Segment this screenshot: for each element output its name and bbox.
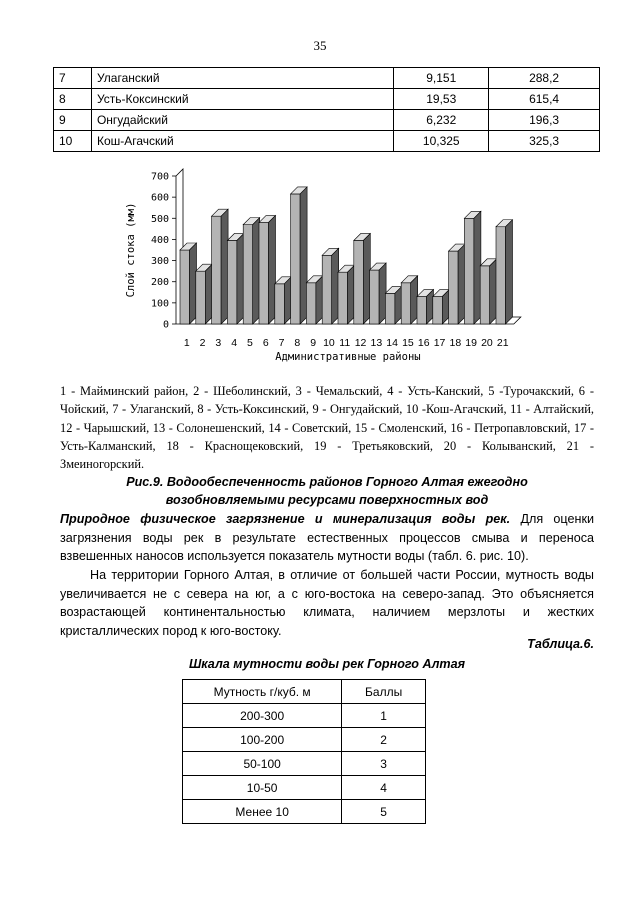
paragraph-turbidity-trend: На территории Горного Алтая, в отличие от большей части России, мутность воды увеличивается не с севера на юг, а с юго-востока на северо-запад. Это объясняется возрастающей континентальностью климата, наличием мерзлоты и жестких кристаллических пород к юго-востоку. xyxy=(60,568,594,638)
x-tick-label: 5 xyxy=(247,337,253,349)
y-axis-label: Слой стока (мм) xyxy=(125,202,137,298)
value-2: 325,3 xyxy=(489,131,600,152)
page-number: 35 xyxy=(313,38,327,53)
turbidity-range: 200-300 xyxy=(183,704,342,728)
x-tick-label: 4 xyxy=(231,337,238,349)
section-heading: Природное физическое загрязнение и минерализация воды рек. xyxy=(60,512,511,526)
figure-legend-list: 1 - Майминский район, 2 - Шеболинский, 3 - Чемальский, 4 - Усть-Канский, 5 -Турочакский, 6 - Чойский, 7 - Улаганский, 8 - Усть-Коксинский, 9 - Онгудайский, 10 -Кош-Агачский, 11 - Алтайский, 12 - Чарышский, 13 - Солонешенский, 14 - Советский, 15 - Смоленский, 16 - Петропавловский, 17 - Усть-Калманский, 18 - Краснощековский, 19 - Третьяковский, 20 - Колыванский, 21 - Змеиногорский. xyxy=(60,384,594,472)
district-name: Улаганский xyxy=(91,68,393,89)
x-tick-label: 17 xyxy=(433,337,446,349)
bar-front xyxy=(433,297,443,324)
x-tick-label: 9 xyxy=(310,337,317,349)
bar-front xyxy=(496,227,506,324)
bar-side xyxy=(190,243,197,324)
bar-side xyxy=(284,277,291,324)
value-2: 288,2 xyxy=(489,68,600,89)
bar-front xyxy=(480,266,490,324)
y-tick-label: 0 xyxy=(162,319,169,331)
turbidity-range: 50-100 xyxy=(183,752,342,776)
x-tick-label: 12 xyxy=(354,337,367,349)
score: 1 xyxy=(342,704,426,728)
bar-front xyxy=(275,284,285,324)
x-tick-label: 15 xyxy=(402,337,414,349)
row-number: 10 xyxy=(54,131,92,152)
table-row xyxy=(54,110,600,131)
bar-side xyxy=(395,286,402,324)
table-title: Шкала мутности воды рек Горного Алтая xyxy=(188,657,466,671)
table-row xyxy=(183,704,426,728)
value-1: 6,232 xyxy=(394,110,489,131)
bar-side xyxy=(253,218,260,324)
bar-front xyxy=(385,293,395,324)
bar-front xyxy=(291,194,301,324)
bar-side xyxy=(300,187,307,324)
score: 5 xyxy=(342,800,426,824)
district-name: Онгудайский xyxy=(91,110,393,131)
x-tick-label: 19 xyxy=(465,337,477,349)
bar-side xyxy=(348,265,355,324)
turbidity-range: 10-50 xyxy=(183,776,342,800)
y-tick-label: 100 xyxy=(150,298,169,310)
bar-front xyxy=(354,240,364,324)
bar-front xyxy=(322,255,332,324)
district-name: Усть-Коксинский xyxy=(91,89,393,110)
bar-front xyxy=(243,225,253,324)
bar-front xyxy=(227,240,237,324)
x-tick-label: 21 xyxy=(496,337,509,349)
bar-front xyxy=(370,270,380,324)
table-row xyxy=(183,776,426,800)
y-tick-label: 200 xyxy=(150,277,169,289)
x-tick-label: 10 xyxy=(323,337,335,349)
x-tick-label: 1 xyxy=(183,337,190,349)
table-row xyxy=(183,800,426,824)
row-number: 7 xyxy=(54,68,92,89)
districts-table xyxy=(53,67,600,152)
table-row xyxy=(54,131,600,152)
bar-front xyxy=(417,297,427,324)
x-tick-label: 3 xyxy=(215,337,222,349)
y-tick-label: 500 xyxy=(150,213,169,225)
x-tick-label: 11 xyxy=(339,337,351,349)
column-header: Баллы xyxy=(342,680,426,704)
figure-title-line: Рис.9. Водообеспеченность районов Горного Алтая ежегодно xyxy=(126,475,528,489)
bar-side xyxy=(363,233,370,324)
paragraph-turbidity-intro xyxy=(60,510,594,566)
bar-front xyxy=(212,216,222,324)
table-row xyxy=(54,89,600,110)
bar-side xyxy=(237,233,244,324)
bar-side xyxy=(490,259,497,324)
value-1: 9,151 xyxy=(394,68,489,89)
x-tick-label: 2 xyxy=(199,337,206,349)
bar-front xyxy=(401,283,411,324)
bar-side xyxy=(332,248,339,324)
bar-front xyxy=(464,218,474,324)
x-tick-label: 16 xyxy=(417,337,430,349)
value-1: 19,53 xyxy=(394,89,489,110)
y-tick-label: 600 xyxy=(150,192,169,204)
bar-side xyxy=(411,276,418,324)
y-tick-label: 700 xyxy=(150,171,169,183)
x-tick-label: 8 xyxy=(294,337,301,349)
value-2: 615,4 xyxy=(489,89,600,110)
bar-front xyxy=(259,223,269,324)
table-row xyxy=(54,68,600,89)
x-tick-label: 18 xyxy=(449,337,462,349)
turbidity-scale-table xyxy=(182,679,426,824)
turbidity-range: Менее 10 xyxy=(183,800,342,824)
table-row xyxy=(183,752,426,776)
x-tick-label: 14 xyxy=(386,337,398,349)
figure-title-line: возобновляемыми ресурсами поверхностных вод xyxy=(165,492,489,507)
row-number: 8 xyxy=(54,89,92,110)
bar-side xyxy=(221,209,228,324)
district-name: Кош-Агачский xyxy=(91,131,393,152)
bar-side xyxy=(205,264,212,324)
y-tick-label: 300 xyxy=(150,256,169,268)
bar-front xyxy=(180,250,190,324)
bar-front xyxy=(196,271,206,324)
bar-front xyxy=(338,272,348,324)
y-tick-label: 400 xyxy=(150,234,169,246)
bar-side xyxy=(458,244,465,324)
column-header: Мутность г/куб. м xyxy=(183,680,342,704)
value-1: 10,325 xyxy=(394,131,489,152)
bar-side xyxy=(269,216,276,324)
value-2: 196,3 xyxy=(489,110,600,131)
bar-side xyxy=(506,220,513,324)
table-label: Таблица.6. xyxy=(527,637,594,651)
runoff-bar-chart xyxy=(122,168,542,368)
score: 2 xyxy=(342,728,426,752)
x-tick-label: 13 xyxy=(370,337,383,349)
bar-front xyxy=(449,251,459,324)
x-tick-label: 20 xyxy=(481,337,493,349)
bar-side xyxy=(474,211,481,324)
score: 4 xyxy=(342,776,426,800)
score: 3 xyxy=(342,752,426,776)
x-tick-label: 7 xyxy=(278,337,285,349)
x-tick-label: 6 xyxy=(262,337,269,349)
figure-title xyxy=(60,474,594,509)
turbidity-range: 100-200 xyxy=(183,728,342,752)
table-row xyxy=(183,728,426,752)
paragraph-text: Для оценки загрязнения воды рек в результате естественных процессов смыва и переноса взвешенных наносов используется показатель мутности воды (табл. 6. рис. 10). xyxy=(60,512,594,563)
bar-side xyxy=(316,276,323,324)
table-header-row xyxy=(183,680,426,704)
x-axis-label: Административные районы xyxy=(275,351,421,363)
row-number: 9 xyxy=(54,110,92,131)
bar-front xyxy=(306,283,316,324)
